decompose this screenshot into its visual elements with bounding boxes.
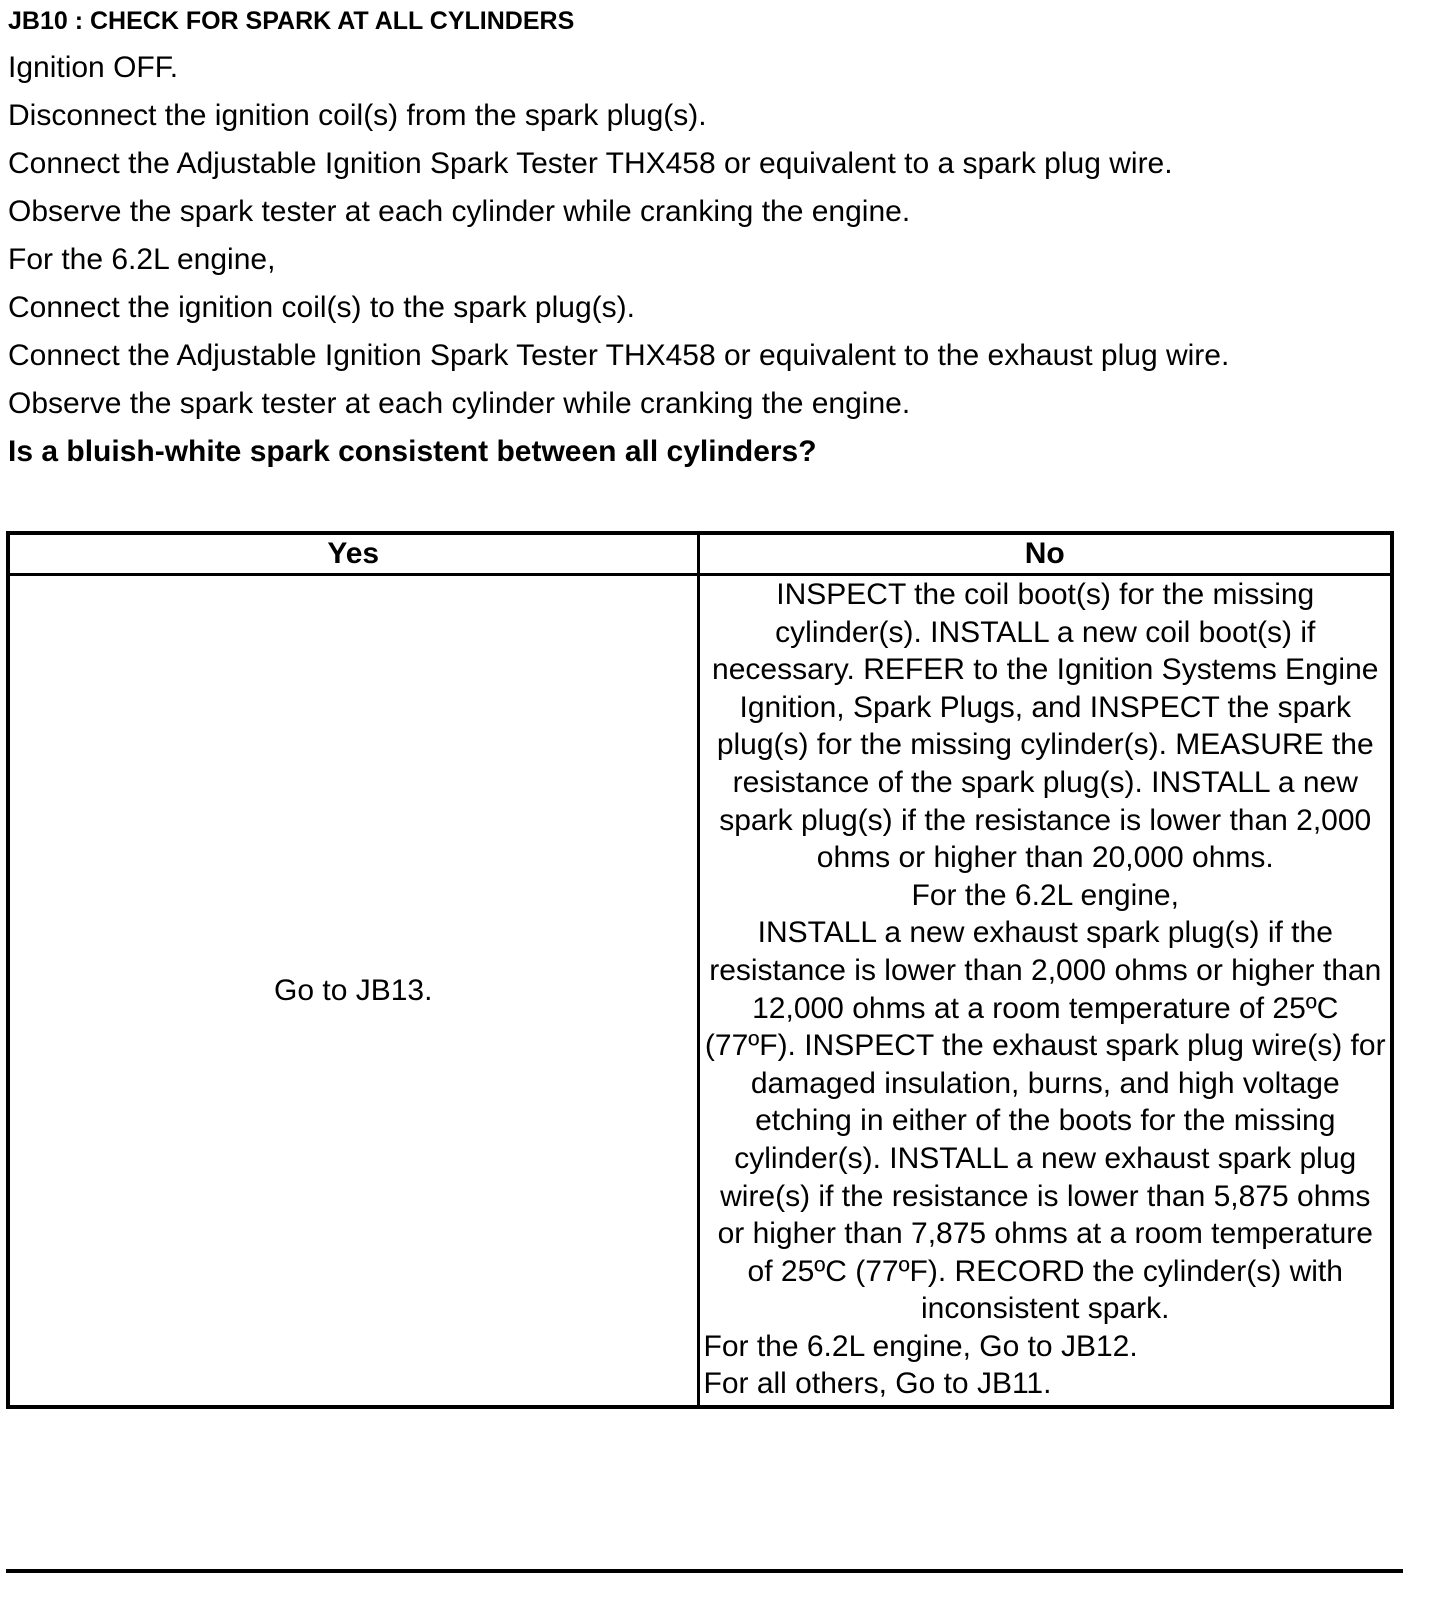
table-header-row xyxy=(8,533,1392,575)
step-connect-coil: Connect the ignition coil(s) to the spark plug(s). xyxy=(8,291,635,324)
no-action-goto-jb11: For all others, Go to JB11. xyxy=(703,1367,1052,1401)
no-column-header: No xyxy=(698,533,1392,575)
step-connect-tester-exhaust-wire: Connect the Adjustable Ignition Spark Tester THX458 or equivalent to the exhaust plug wire. xyxy=(8,339,1230,372)
page-title: JB10 : CHECK FOR SPARK AT ALL CYLINDERS xyxy=(8,7,575,35)
step-ignition-off: Ignition OFF. xyxy=(8,51,179,84)
yes-action-cell xyxy=(8,575,698,1408)
no-action-6-2l-note: For the 6.2L engine, xyxy=(911,878,1179,912)
result-table xyxy=(6,531,1394,1409)
procedure-steps xyxy=(8,44,1229,476)
no-action-goto-jb12: For the 6.2L engine, Go to JB12. xyxy=(703,1329,1138,1363)
step-observe-tester: Observe the spark tester at each cylinder while cranking the engine. xyxy=(8,195,911,228)
step-6-2l-note: For the 6.2L engine, xyxy=(8,243,276,276)
no-action-cell xyxy=(698,575,1392,1408)
step-disconnect-coil: Disconnect the ignition coil(s) from the spark plug(s). xyxy=(8,99,707,132)
step-connect-tester-spark-plug-wire: Connect the Adjustable Ignition Spark Tester THX458 or equivalent to a spark plug wire. xyxy=(8,147,1173,180)
diagnostic-question: Is a bluish-white spark consistent between all cylinders? xyxy=(8,435,817,468)
yes-action-text: Go to JB13. xyxy=(274,973,433,1007)
yes-column-header: Yes xyxy=(8,533,698,575)
bottom-divider xyxy=(6,1569,1403,1573)
table-row xyxy=(8,575,1392,1408)
no-action-inspect-paragraph: INSPECT the coil boot(s) for the missing cylinder(s). INSTALL a new coil boot(s) if necessary. REFER to the Ignition Systems Engine Ignition, Spark Plugs, and INSPECT the spark plug(s) for the missing cylinder(s). MEASURE the resistance of the spark plug(s). INSTALL a new spark plug(s) if the resistance is lower than 2,000 ohms or higher than 20,000 ohms. xyxy=(712,578,1379,875)
no-action-exhaust-paragraph: INSTALL a new exhaust spark plug(s) if the resistance is lower than 2,000 ohms or higher than 12,000 ohms at a room temperature of 25ºC (77ºF). INSPECT the exhaust spark plug wire(s) for damaged insulation, burns, and high voltage etching in either of the boots for the missing cylinder(s). INSTALL a new exhaust spark plug wire(s) if the resistance is lower than 5,875 ohms or higher than 7,875 ohms at a room temperature of 25ºC (77ºF). RECORD the cylinder(s) with inconsistent spark. xyxy=(704,916,1386,1326)
step-observe-tester-again: Observe the spark tester at each cylinder while cranking the engine. xyxy=(8,387,911,420)
